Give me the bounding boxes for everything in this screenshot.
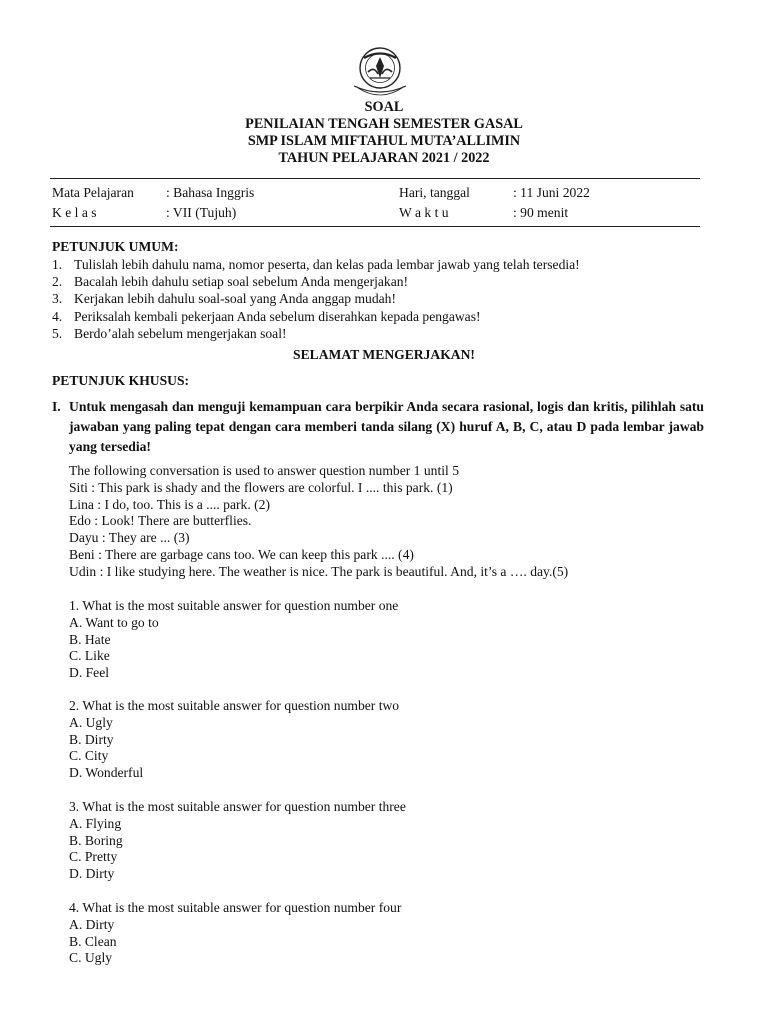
conversation bbox=[69, 463, 709, 581]
answer-option: C. Ugly bbox=[69, 950, 113, 966]
doc-title: SOAL bbox=[364, 99, 404, 115]
list-item: 5. Berdo’alah sebelum mengerjakan soal! bbox=[52, 325, 287, 341]
list-item: 2. Bacalah lebih dahulu setiap soal sebelum Anda mengerjakan! bbox=[52, 274, 409, 290]
school-year: TAHUN PELAJARAN 2021 / 2022 bbox=[278, 150, 490, 166]
bottom-rule bbox=[50, 226, 700, 227]
general-heading: PETUNJUK UMUM: bbox=[52, 239, 179, 254]
section-instruction-text: Untuk mengasah dan menguji kemampuan cara berpikir Anda secara rasional, logis dan kritis, pilihlah satu jawaban yang paling tepat dengan cara memberi tanda silang (X) huruf A, B, C, atau D pada lembar jawab yang tersedia! bbox=[69, 399, 704, 454]
conversation-line: The following conversation is used to answer question number 1 until 5 bbox=[69, 463, 459, 478]
answer-option: D. Wonderful bbox=[69, 765, 144, 781]
special-heading: PETUNJUK KHUSUS: bbox=[52, 373, 190, 388]
conversation-line: Siti : This park is shady and the flowers are colorful. I .... this park. (1) bbox=[69, 479, 453, 495]
class-value: : VII (Tujuh) bbox=[166, 205, 237, 220]
question-text: 2. What is the most suitable answer for question number two bbox=[69, 698, 400, 713]
subject-value: : Bahasa Inggris bbox=[166, 185, 255, 200]
question-4 bbox=[69, 900, 401, 967]
list-item: 1. Tulislah lebih dahulu nama, nomor peserta, dan kelas pada lembar jawab yang telah tersedia! bbox=[52, 257, 580, 272]
answer-option: A. Flying bbox=[69, 815, 122, 831]
answer-option: B. Hate bbox=[69, 631, 111, 647]
answer-option: B. Boring bbox=[69, 832, 123, 848]
conversation-line: Udin : I like studying here. The weather is nice. The park is beautiful. And, it’s a …. day.(5) bbox=[69, 563, 569, 579]
question-text: 1. What is the most suitable answer for question number one bbox=[69, 598, 399, 613]
tut-wuri-handayani-emblem-icon bbox=[344, 44, 416, 98]
date-value: : 11 Juni 2022 bbox=[513, 185, 590, 200]
time-label: W a k t u bbox=[399, 205, 449, 220]
conversation-line: Edo : Look! There are butterflies. bbox=[69, 513, 252, 529]
answer-option: A. Want to go to bbox=[69, 614, 159, 630]
question-text: 4. What is the most suitable answer for question number four bbox=[69, 900, 402, 915]
section-instruction bbox=[52, 397, 704, 456]
class-label: K e l a s bbox=[52, 205, 97, 220]
answer-option: B. Dirty bbox=[69, 731, 114, 747]
school-name: SMP ISLAM MIFTAHUL MUTA’ALLIMIN bbox=[247, 133, 521, 149]
answer-option: A. Dirty bbox=[69, 916, 115, 932]
answer-option: A. Ugly bbox=[69, 714, 113, 730]
list-item: 3. Kerjakan lebih dahulu soal-soal yang Anda anggap mudah! bbox=[52, 291, 397, 307]
answer-option: C. Like bbox=[69, 648, 110, 664]
time-value: : 90 menit bbox=[513, 205, 569, 220]
section-number: I. bbox=[52, 399, 61, 414]
list-item: 4. Periksalah kembali pekerjaan Anda sebelum diserahkan kepada pengawas! bbox=[52, 308, 481, 324]
exam-name: PENILAIAN TENGAH SEMESTER GASAL bbox=[245, 116, 523, 132]
conversation-line: Dayu : They are ... (3) bbox=[69, 530, 190, 546]
conversation-line: Lina : I do, too. This is a .... park. (2) bbox=[69, 496, 270, 512]
question-2 bbox=[69, 698, 399, 782]
date-label: Hari, tanggal bbox=[399, 185, 470, 200]
top-rule bbox=[50, 178, 700, 179]
question-1 bbox=[69, 598, 398, 682]
answer-option: C. City bbox=[69, 748, 109, 764]
answer-option: B. Clean bbox=[69, 933, 117, 949]
subject-label: Mata Pelajaran bbox=[52, 185, 134, 200]
conversation-line: Beni : There are garbage cans too. We can keep this park .... (4) bbox=[69, 546, 414, 562]
general-instructions-list bbox=[52, 256, 580, 342]
question-text: 3. What is the most suitable answer for question number three bbox=[69, 799, 406, 814]
answer-option: D. Feel bbox=[69, 665, 110, 681]
question-3 bbox=[69, 799, 406, 883]
greeting: SELAMAT MENGERJAKAN! bbox=[293, 347, 475, 362]
answer-option: C. Pretty bbox=[69, 849, 118, 865]
answer-option: D. Dirty bbox=[69, 866, 115, 882]
